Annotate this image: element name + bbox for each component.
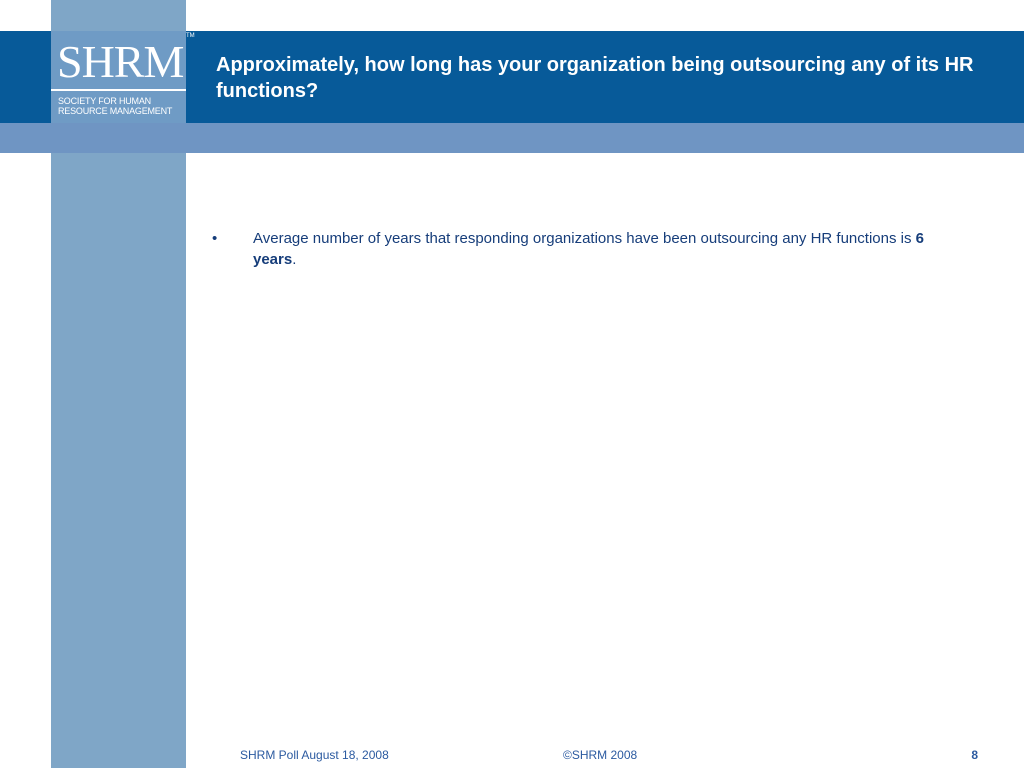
bullet-marker: • (212, 230, 218, 247)
logo-divider (51, 89, 186, 91)
logo-subtitle-line1: SOCIETY FOR HUMAN (58, 96, 151, 106)
logo-subtitle-line2: RESOURCE MANAGEMENT (58, 106, 173, 116)
slide-title: Approximately, how long has your organization being outsourcing any of its HR functions? (216, 54, 974, 102)
bullet-text: Average number of years that responding organizations have been outsourcing any HR functions is (253, 230, 916, 247)
footer-source: SHRM Poll August 18, 2008 (240, 748, 389, 762)
header-sub-band (0, 123, 1024, 153)
logo-trademark: TM (186, 33, 195, 39)
logo-letters: SHRM (57, 36, 184, 87)
bullet-item (212, 228, 932, 270)
page-number: 8 (971, 748, 978, 762)
logo-subtitle (58, 96, 184, 116)
shrm-logo (51, 31, 186, 123)
bullet-text-end: . (292, 251, 297, 268)
bullet-emphasis: 6 years (253, 230, 924, 268)
bullet-list (212, 228, 932, 270)
footer-copyright: ©SHRM 2008 (563, 748, 638, 762)
